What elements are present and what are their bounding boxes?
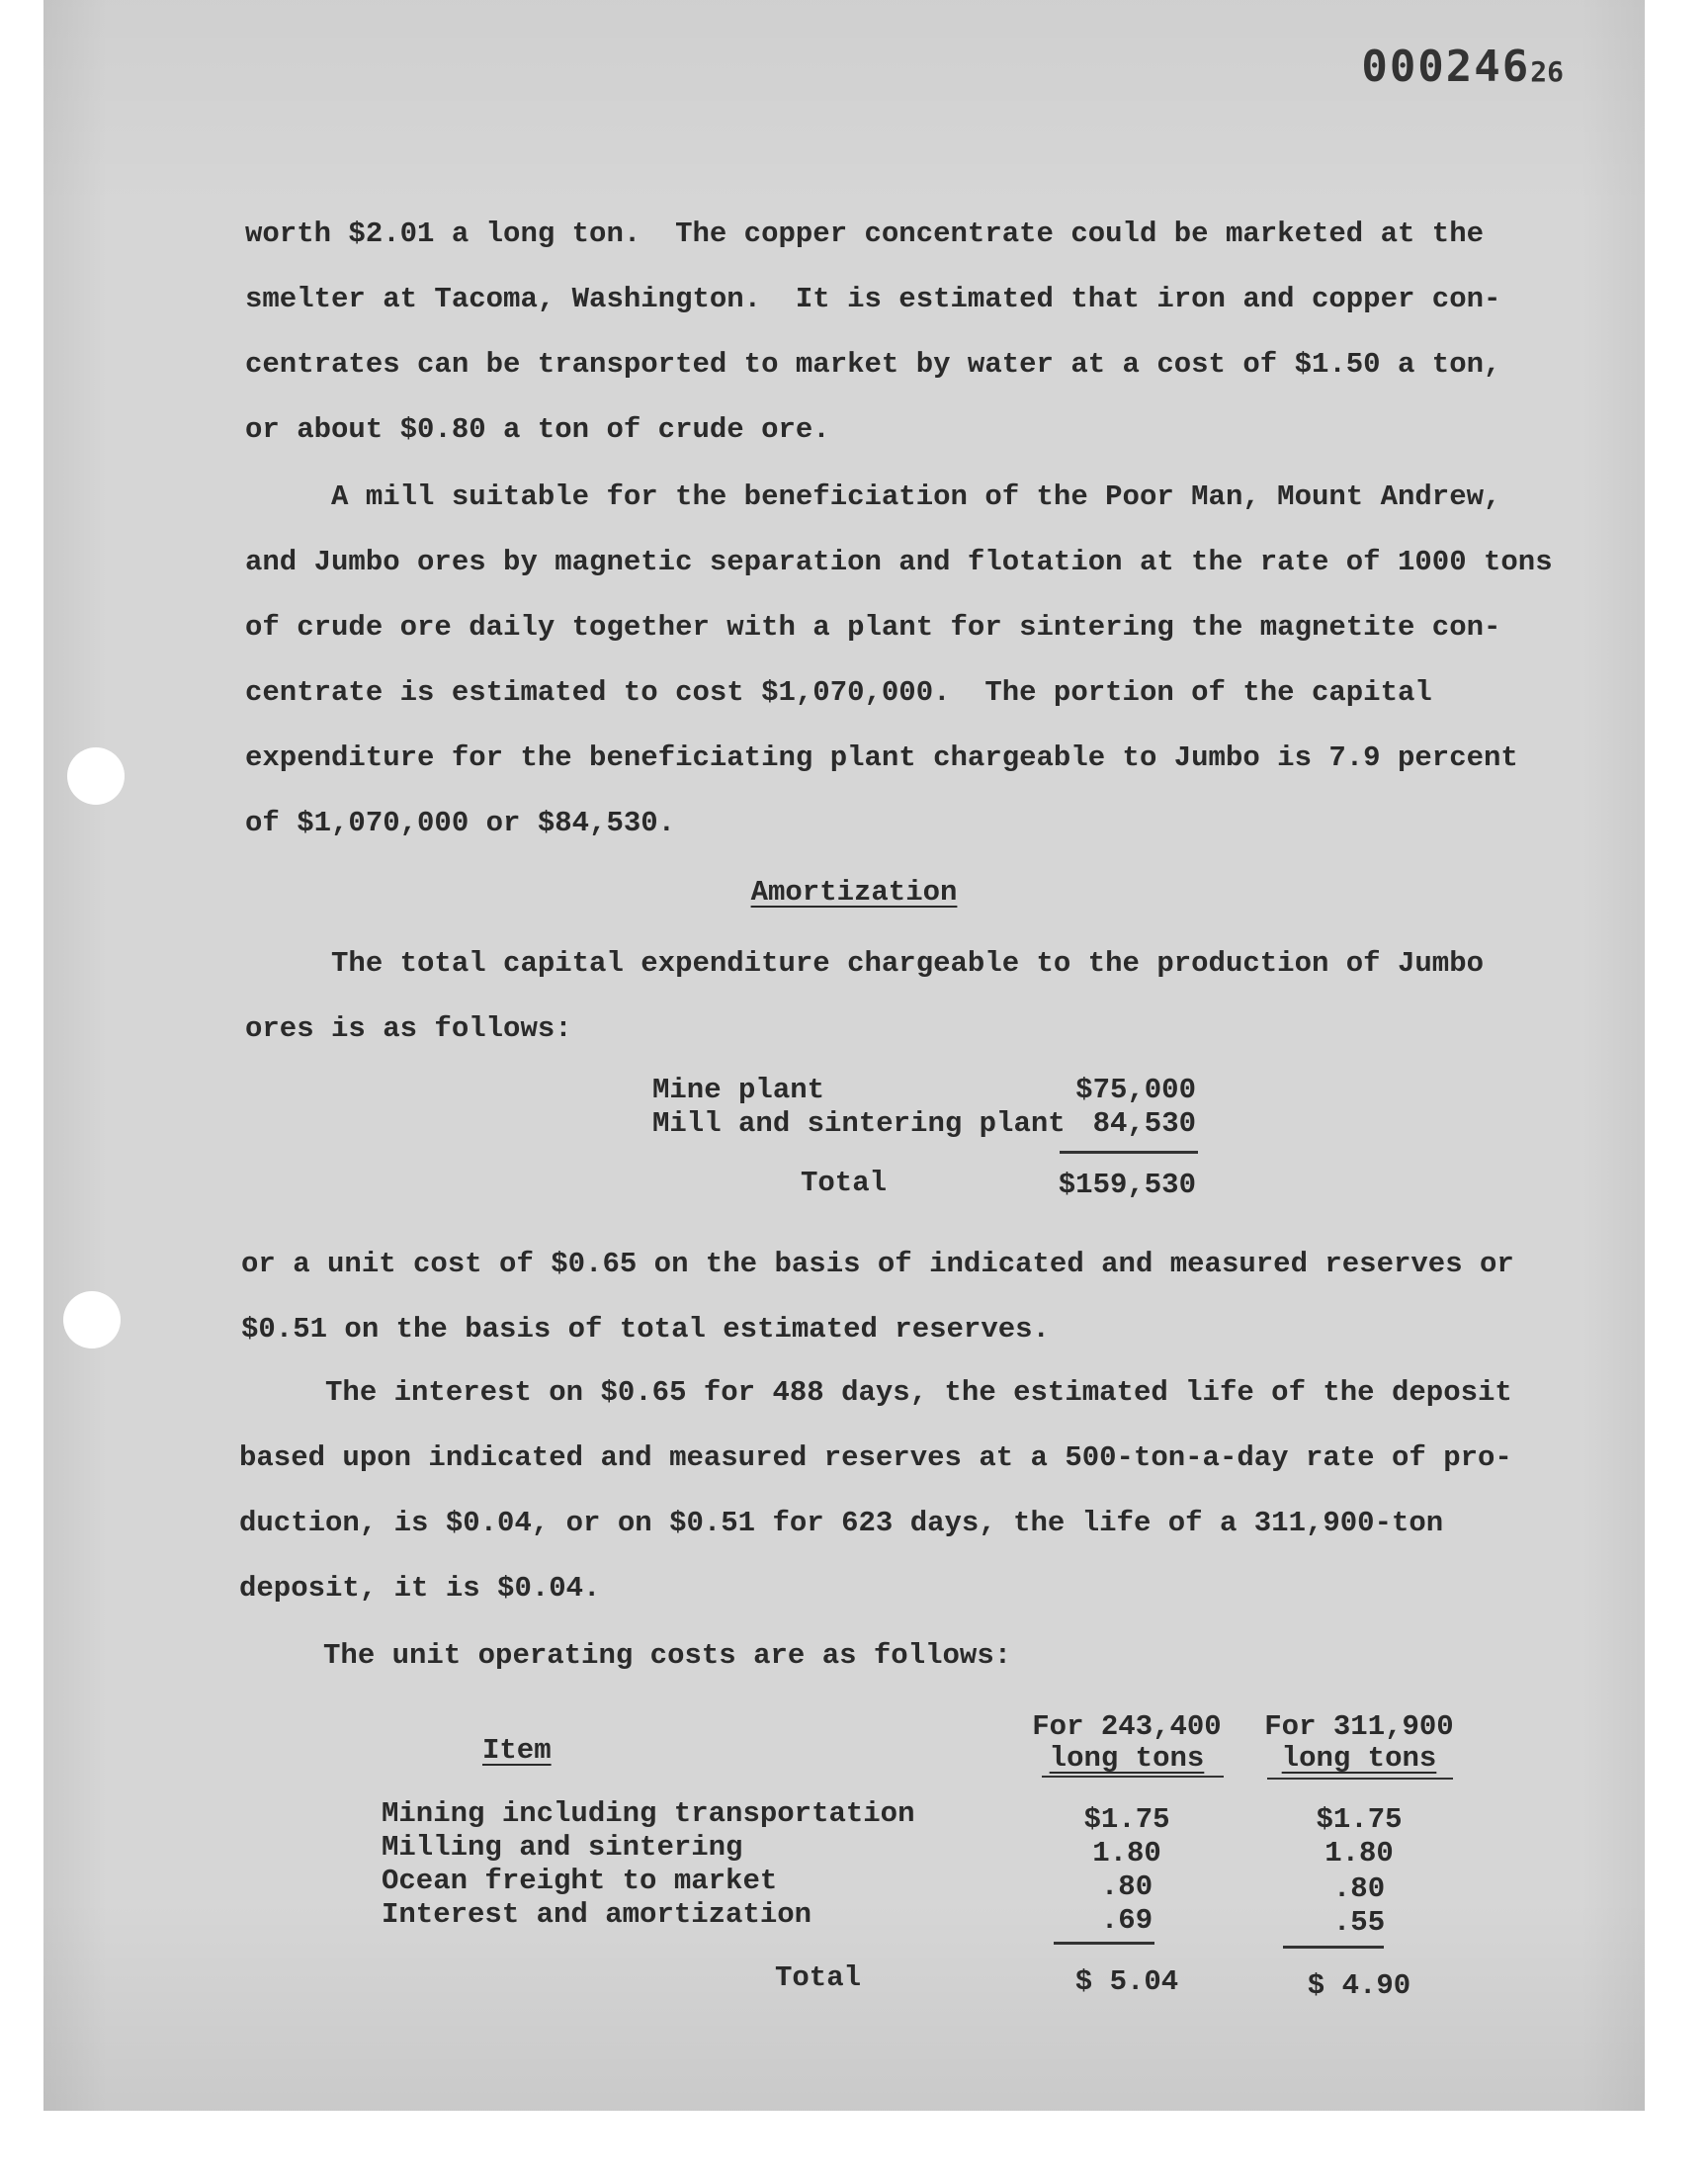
text-line: of $1,070,000 or $84,530.	[245, 807, 676, 839]
table-row-label: Mining including transportation	[382, 1797, 915, 1830]
item-header: Item	[482, 1734, 552, 1767]
text-line: based upon indicated and measured reserves at a 500-ton-a-day rate of pro-	[239, 1441, 1512, 1474]
text-line: smelter at Tacoma, Washington. It is estimated that iron and copper con-	[245, 283, 1501, 315]
operating-total-value-2: $ 4.90	[1307, 1969, 1411, 2002]
capital-row-value: $75,000	[1075, 1074, 1196, 1106]
capital-total-label: Total	[801, 1167, 888, 1199]
table-row-value-1: .69	[1100, 1904, 1153, 1937]
page-number	[1361, 42, 1564, 92]
text-line: A mill suitable for the beneficiation of the Poor Man, Mount Andrew,	[245, 480, 1501, 513]
operating-total-label: Total	[775, 1961, 862, 1994]
text-line: or a unit cost of $0.65 on the basis of indicated and measured reserves or	[241, 1248, 1514, 1280]
table-row-value-1: 1.80	[1092, 1837, 1161, 1870]
text-line: of crude ore daily together with a plant for sintering the magnetite con-	[245, 611, 1501, 644]
table-row-value-2: 1.80	[1324, 1837, 1394, 1870]
subtotal-rule	[1060, 1151, 1198, 1154]
table-row-label: Ocean freight to market	[382, 1865, 778, 1897]
table-row-value-1: $1.75	[1083, 1803, 1170, 1836]
text-line: The unit operating costs are as follows:	[237, 1639, 1012, 1672]
col1-header-line: For 243,400	[1032, 1710, 1222, 1743]
table-row-label: Milling and sintering	[382, 1831, 743, 1864]
text-line: expenditure for the beneficiating plant chargeable to Jumbo is 7.9 percent	[245, 741, 1518, 774]
table-row-label: Interest and amortization	[382, 1898, 812, 1931]
col1-header-line	[1028, 1742, 1226, 1775]
text-line: The total capital expenditure chargeable to the production of Jumbo	[245, 947, 1485, 980]
table-row-value-1: .80	[1100, 1870, 1153, 1903]
text-line: duction, is $0.04, or on $0.51 for 623 days, the life of a 311,900-ton	[239, 1507, 1444, 1539]
text-line: ores is as follows:	[245, 1012, 572, 1045]
col2-header-underlined: long tons	[1281, 1742, 1437, 1775]
col2-header-line	[1255, 1742, 1463, 1775]
col1-header-rule	[1042, 1776, 1224, 1778]
paragraph-1	[245, 202, 1520, 463]
punch-hole	[63, 1291, 121, 1348]
capital-row-label: Mine plant	[652, 1074, 825, 1106]
page-number-main: 000246	[1361, 42, 1531, 92]
text-line: and Jumbo ores by magnetic separation and flotation at the rate of 1000 tons	[245, 546, 1553, 578]
col2-header-rule	[1267, 1778, 1453, 1780]
capital-row-value: 84,530	[1092, 1107, 1196, 1140]
col1-subtotal-rule	[1054, 1942, 1154, 1945]
text-line: worth $2.01 a long ton. The copper concentrate could be marketed at the	[245, 218, 1485, 250]
text-line: or about $0.80 a ton of crude ore.	[245, 413, 830, 446]
col1-header-underlined: long tons	[1049, 1742, 1205, 1775]
punch-hole	[67, 747, 125, 805]
table-row-value-2: $1.75	[1316, 1803, 1403, 1836]
paragraph-5	[239, 1360, 1514, 1621]
text-line: The interest on $0.65 for 488 days, the estimated life of the deposit	[239, 1376, 1512, 1409]
paragraph-2	[245, 465, 1553, 856]
text-line: centrate is estimated to cost $1,070,000. The portion of the capital	[245, 676, 1432, 709]
text-line: centrates can be transported to market by water at a cost of $1.50 a ton,	[245, 348, 1501, 381]
table-row-value-2: .80	[1332, 1872, 1386, 1905]
section-heading	[0, 876, 1708, 909]
page-number-sub: 26	[1530, 55, 1564, 88]
paragraph-6	[237, 1623, 1512, 1689]
col2-header-line: For 311,900	[1264, 1710, 1454, 1743]
paragraph-4	[241, 1232, 1516, 1362]
amortization-heading: Amortization	[750, 876, 958, 909]
col2-subtotal-rule	[1283, 1946, 1384, 1949]
operating-total-value-1: $ 5.04	[1074, 1965, 1179, 1998]
capital-row-label: Mill and sintering plant	[652, 1107, 1066, 1140]
table-row-value-2: .55	[1332, 1906, 1386, 1939]
text-line: $0.51 on the basis of total estimated reserves.	[241, 1313, 1050, 1346]
text-line: deposit, it is $0.04.	[239, 1572, 601, 1605]
paragraph-3	[245, 931, 1520, 1062]
capital-total-value: $159,530	[1058, 1169, 1196, 1201]
